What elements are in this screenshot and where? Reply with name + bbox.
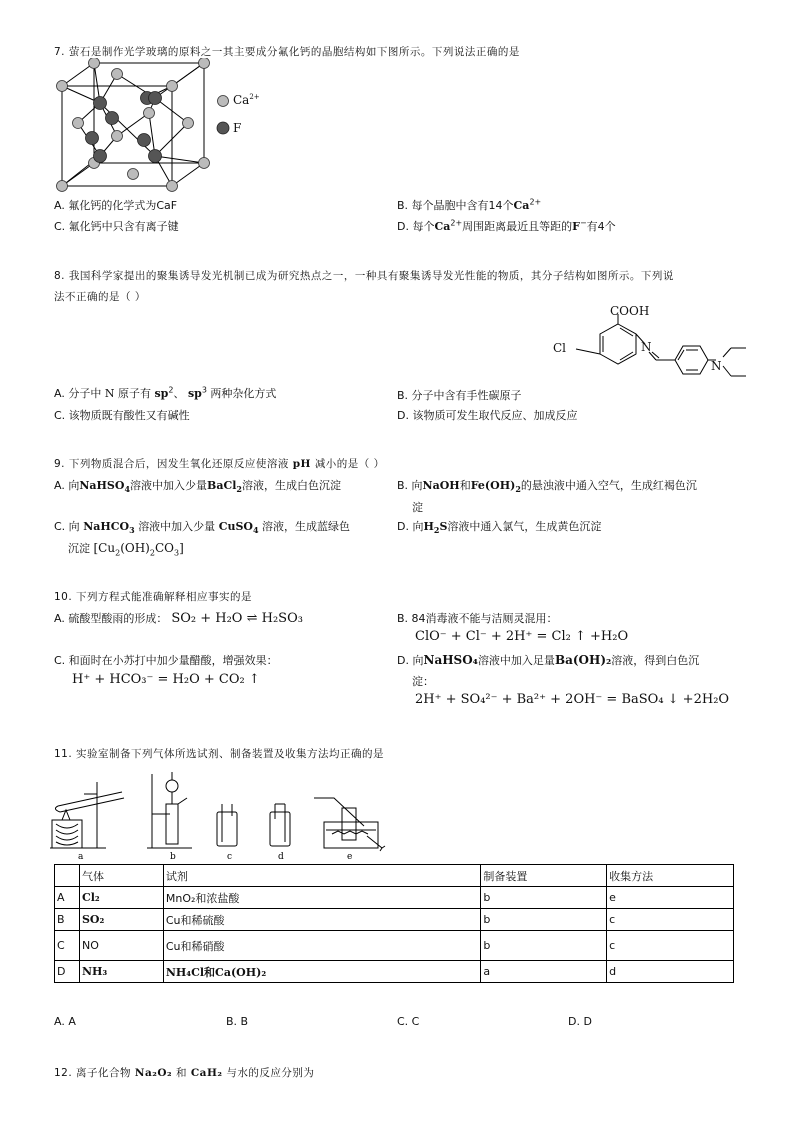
table-cell: b [481,931,607,961]
apparatus-label-a: a [78,852,84,860]
table-cell: c [607,909,734,931]
q10-option-d-line2: 淀： [412,675,434,688]
table-header-cell: 试剂 [163,865,481,887]
q10-option-d-equation: 2H⁺ + SO₄²⁻ + Ba²⁺ + 2OH⁻ = BaSO₄ ↓ +2H₂O [415,692,730,707]
molecule-cl-label: Cl [553,341,567,355]
table-cell: Cu和稀硫酸 [163,909,481,931]
molecule-cooh-label: COOH [610,304,650,318]
table-cell: NH₃ [79,961,163,983]
q12-stem: 12. 离子化合物 Na₂O₂ 和 CaH₂ 与水的反应分别为 [54,1067,315,1079]
q8-option-a: A. 分子中 N 原子有 $sp^2$、 $sp^3$ 两种杂化方式 [54,385,277,400]
table-header-cell [55,865,80,887]
q7-stem: 7. 萤石是制作光学玻璃的原料之一其主要成分氟化钙的晶胞结构如下图所示。下列说法正确的是 [54,46,520,58]
table-row [55,931,734,961]
table-cell: c [607,931,734,961]
q11-choice-a: A. A [54,1015,76,1028]
q8-option-b: B. 分子中含有手性碳原子 [397,389,522,402]
apparatus-label-b: b [170,852,176,860]
q9-option-b-line2: 淀 [412,501,423,514]
table-cell: MnO₂和浓盐酸 [163,887,481,909]
q10-stem: 10. 下列方程式能准确解释相应事实的是 [54,591,253,603]
legend-ca-label: $Ca^{2+}$ [233,93,260,107]
q9-stem: 9. 下列物质混合后，因发生氧化还原反应使溶液 pH 减小的是（ ） [54,458,385,470]
q7-option-b: B. 每个晶胞中含有14个$Ca^{2+}$ [397,197,542,212]
q9-option-a: A. 向NaHSO$_4$溶液中加入少量BaCl$_2$溶液，生成白色沉淀 [54,479,341,495]
ca-legend-icon [216,94,230,108]
table-cell: d [607,961,734,983]
table-cell: e [607,887,734,909]
table-cell: A [55,887,80,909]
q10-option-b-equation: ClO⁻ + Cl⁻ + 2H⁺ = Cl₂ ↑ +H₂O [415,629,629,644]
q7-option-c: C. 氟化钙中只含有离子键 [54,220,179,233]
q7-option-a: A. 氟化钙的化学式为CaF [54,199,178,212]
q11-choice-b: B. B [226,1015,249,1028]
q8-option-c: C. 该物质既有酸性又有碱性 [54,409,190,422]
table-cell: C [55,931,80,961]
q9-option-c-line2: 沉淀 $[Cu_2(OH)_2CO_3]$ [68,541,184,558]
table-cell: B [55,909,80,931]
q10-option-c: C. 和面时在小苏打中加少量醋酸，增强效果： [54,654,278,667]
lab-apparatus-diagram [42,764,402,860]
f-legend-icon [216,121,230,135]
q7-option-d: D. 每个$Ca^{2+}$周围距离最近且等距的F−有4个 [397,218,616,233]
q9-option-b: B. 向NaOH和$Fe(OH)_2$的悬浊液中通入空气，生成红褐色沉 [397,479,697,495]
q10-option-d: D. 向NaHSO₄溶液中加入足量Ba(OH)₂溶液，得到白色沉 [397,653,700,667]
table-cell: b [481,909,607,931]
q9-option-c: C. 向 NaHCO$_3$ 溶液中加入少量 CuSO$_4$ 溶液，生成蓝绿色 [54,520,351,536]
q8-stem-line1: 8. 我国科学家提出的聚集诱导发光机制已成为研究热点之一，一种具有聚集诱导发光性能的物质，其分子结构如图所示。下列说 [54,270,674,282]
q11-stem: 11. 实验室制备下列气体所选试剂、制备装置及收集方法均正确的是 [54,748,385,760]
table-header-cell: 气体 [79,865,163,887]
q10-option-a: A. 硫酸型酸雨的形成： SO₂ + H₂O ⇌ H₂SO₃ [54,611,303,626]
q11-options-table [54,864,734,983]
q9-option-d: D. 向$H_2S$溶液中通入氯气，生成黄色沉淀 [397,520,602,536]
fluorite-unit-cell-diagram [52,58,212,192]
table-cell: Cu和稀硝酸 [163,931,481,961]
molecule-n1-label: N [641,340,652,354]
table-cell: NH₄Cl和Ca(OH)₂ [163,961,481,983]
table-cell: Cl₂ [79,887,163,909]
table-cell: SO₂ [79,909,163,931]
table-cell: b [481,887,607,909]
apparatus-label-c: c [227,852,233,860]
q8-option-d: D. 该物质可发生取代反应、加成反应 [397,409,578,422]
q11-choice-c: C. C [397,1015,420,1028]
molecule-n2-label: N [711,359,722,373]
table-header-cell: 制备装置 [481,865,607,887]
q10-option-c-equation: H⁺ + HCO₃⁻ = H₂O + CO₂ ↑ [72,672,260,687]
table-row [55,961,734,983]
table-row [55,909,734,931]
apparatus-label-e: e [347,852,353,860]
q10-option-b: B. 84消毒液不能与洁厕灵混用： [397,612,558,625]
q8-stem-line2: 法不正确的是（ ） [54,291,146,303]
legend-f-label: F [233,121,242,135]
table-cell: D [55,961,80,983]
table-row [55,887,734,909]
table-header-cell: 收集方法 [607,865,734,887]
apparatus-label-d: d [278,852,284,860]
q11-choice-d: D. D [568,1015,592,1028]
table-header-row [55,865,734,887]
table-cell: NO [79,931,163,961]
table-cell: a [481,961,607,983]
